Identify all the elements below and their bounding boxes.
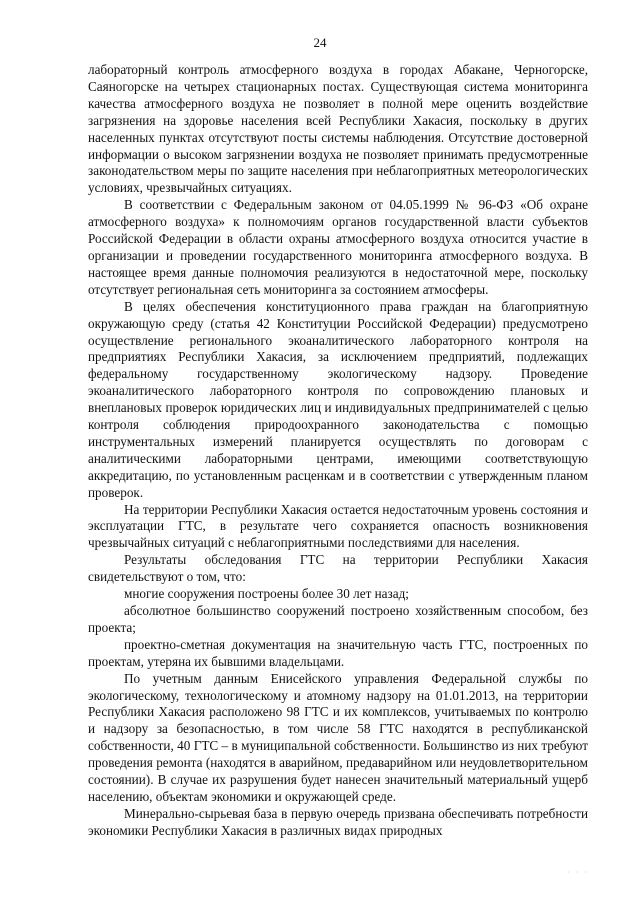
paragraph: В целях обеспечения конституционного права граждан на благоприятную окружающую среду (статья 42 Конституции Российской Федерации) предусмотрено осуществление регионального экоаналитического лабораторного контроля на предприятиях Республики Хакасия, за исключением предприятий, подлежащих федеральному государственному экологическому надзору. Проведение экоаналитического лабораторного контроля по сопровождению плановых и внеплановых проверок юридических лиц и индивидуальных предпринимателей с целью контроля соблюдения природоохранного законодательства с помощью инструментальных измерений планируется осуществлять по договорам с аналитическими лабораторными центрами, имеющими соответствующую аккредитацию, по установленным расценкам и в соответствии с утвержденным планом проверок. <box>88 298 588 500</box>
page-number: 24 <box>313 35 327 50</box>
list-item: проектно-сметная документация на значительную часть ГТС, построенных по проектам, утеряна их бывшими владельцами. <box>88 636 588 669</box>
paragraph: лабораторный контроль атмосферного воздуха в городах Абакане, Черногорске, Саяногорске на четырех стационарных постах. Существующая система мониторинга качества атмосферного воздуха не позволяет в полной мере оценить воздействие загрязнения на здоровье населения всей Республики Хакасия, поскольку в других населенных пунктах отсутствуют посты системы наблюдения. Отсутствие достоверной информации о высоком загрязнении воздуха не позволяет принимать предусмотренные законодательством меры по защите населения при неблагоприятных метеорологических условиях, чрезвычайных ситуациях. <box>88 62 588 196</box>
scan-artifact: · · · <box>567 868 589 877</box>
paragraph: Минерально-сырьевая база в первую очередь призвана обеспечивать потребности экономики Республики Хакасия в различных видах природных <box>88 805 588 838</box>
list-item: абсолютное большинство сооружений построено хозяйственным способом, без проекта; <box>88 603 588 635</box>
list-item: многие сооружения построены более 30 лет назад; <box>124 586 409 602</box>
paragraph: В соответствии с Федеральным законом от 04.05.1999 № 96-ФЗ «Об охране атмосферного воздуха» к полномочиям органов государственной власти субъектов Российской Федерации в области охраны атмосферного воздуха относится участие в организации и проведении государственного мониторинга атмосферного воздуха. В настоящее время данные полномочия реализуются в недостаточной мере, поскольку отсутствует региональная сеть мониторинга за состоянием атмосферы. <box>88 197 588 297</box>
paragraph: Результаты обследования ГТС на территории Республики Хакасия свидетельствуют о том, что: <box>88 552 588 585</box>
paragraph: На территории Республики Хакасия остается недостаточным уровень состояния и эксплуатации ГТС, в результате чего сохраняется опасность возникновения чрезвычайных ситуаций с неблагоприятными последствиями для населения. <box>88 501 588 551</box>
document-body <box>88 62 588 840</box>
paragraph: По учетным данным Енисейского управления Федеральной службы по экологическому, технологическому и атомному надзору на 01.01.2013, на территории Республики Хакасия расположено 98 ГТС и их комплексов, учитываемых по контролю и надзору за безопасностью, в том числе 58 ГТС находятся в республиканской собственности, 40 ГТС – в муниципальной собственности. Большинство из них требуют проведения ремонта (находятся в аварийном, предаварийном или неудовлетворительном состоянии). В случае их разрушения будет нанесен значительный материальный ущерб населению, объектам экономики и окружающей среде. <box>88 670 588 804</box>
